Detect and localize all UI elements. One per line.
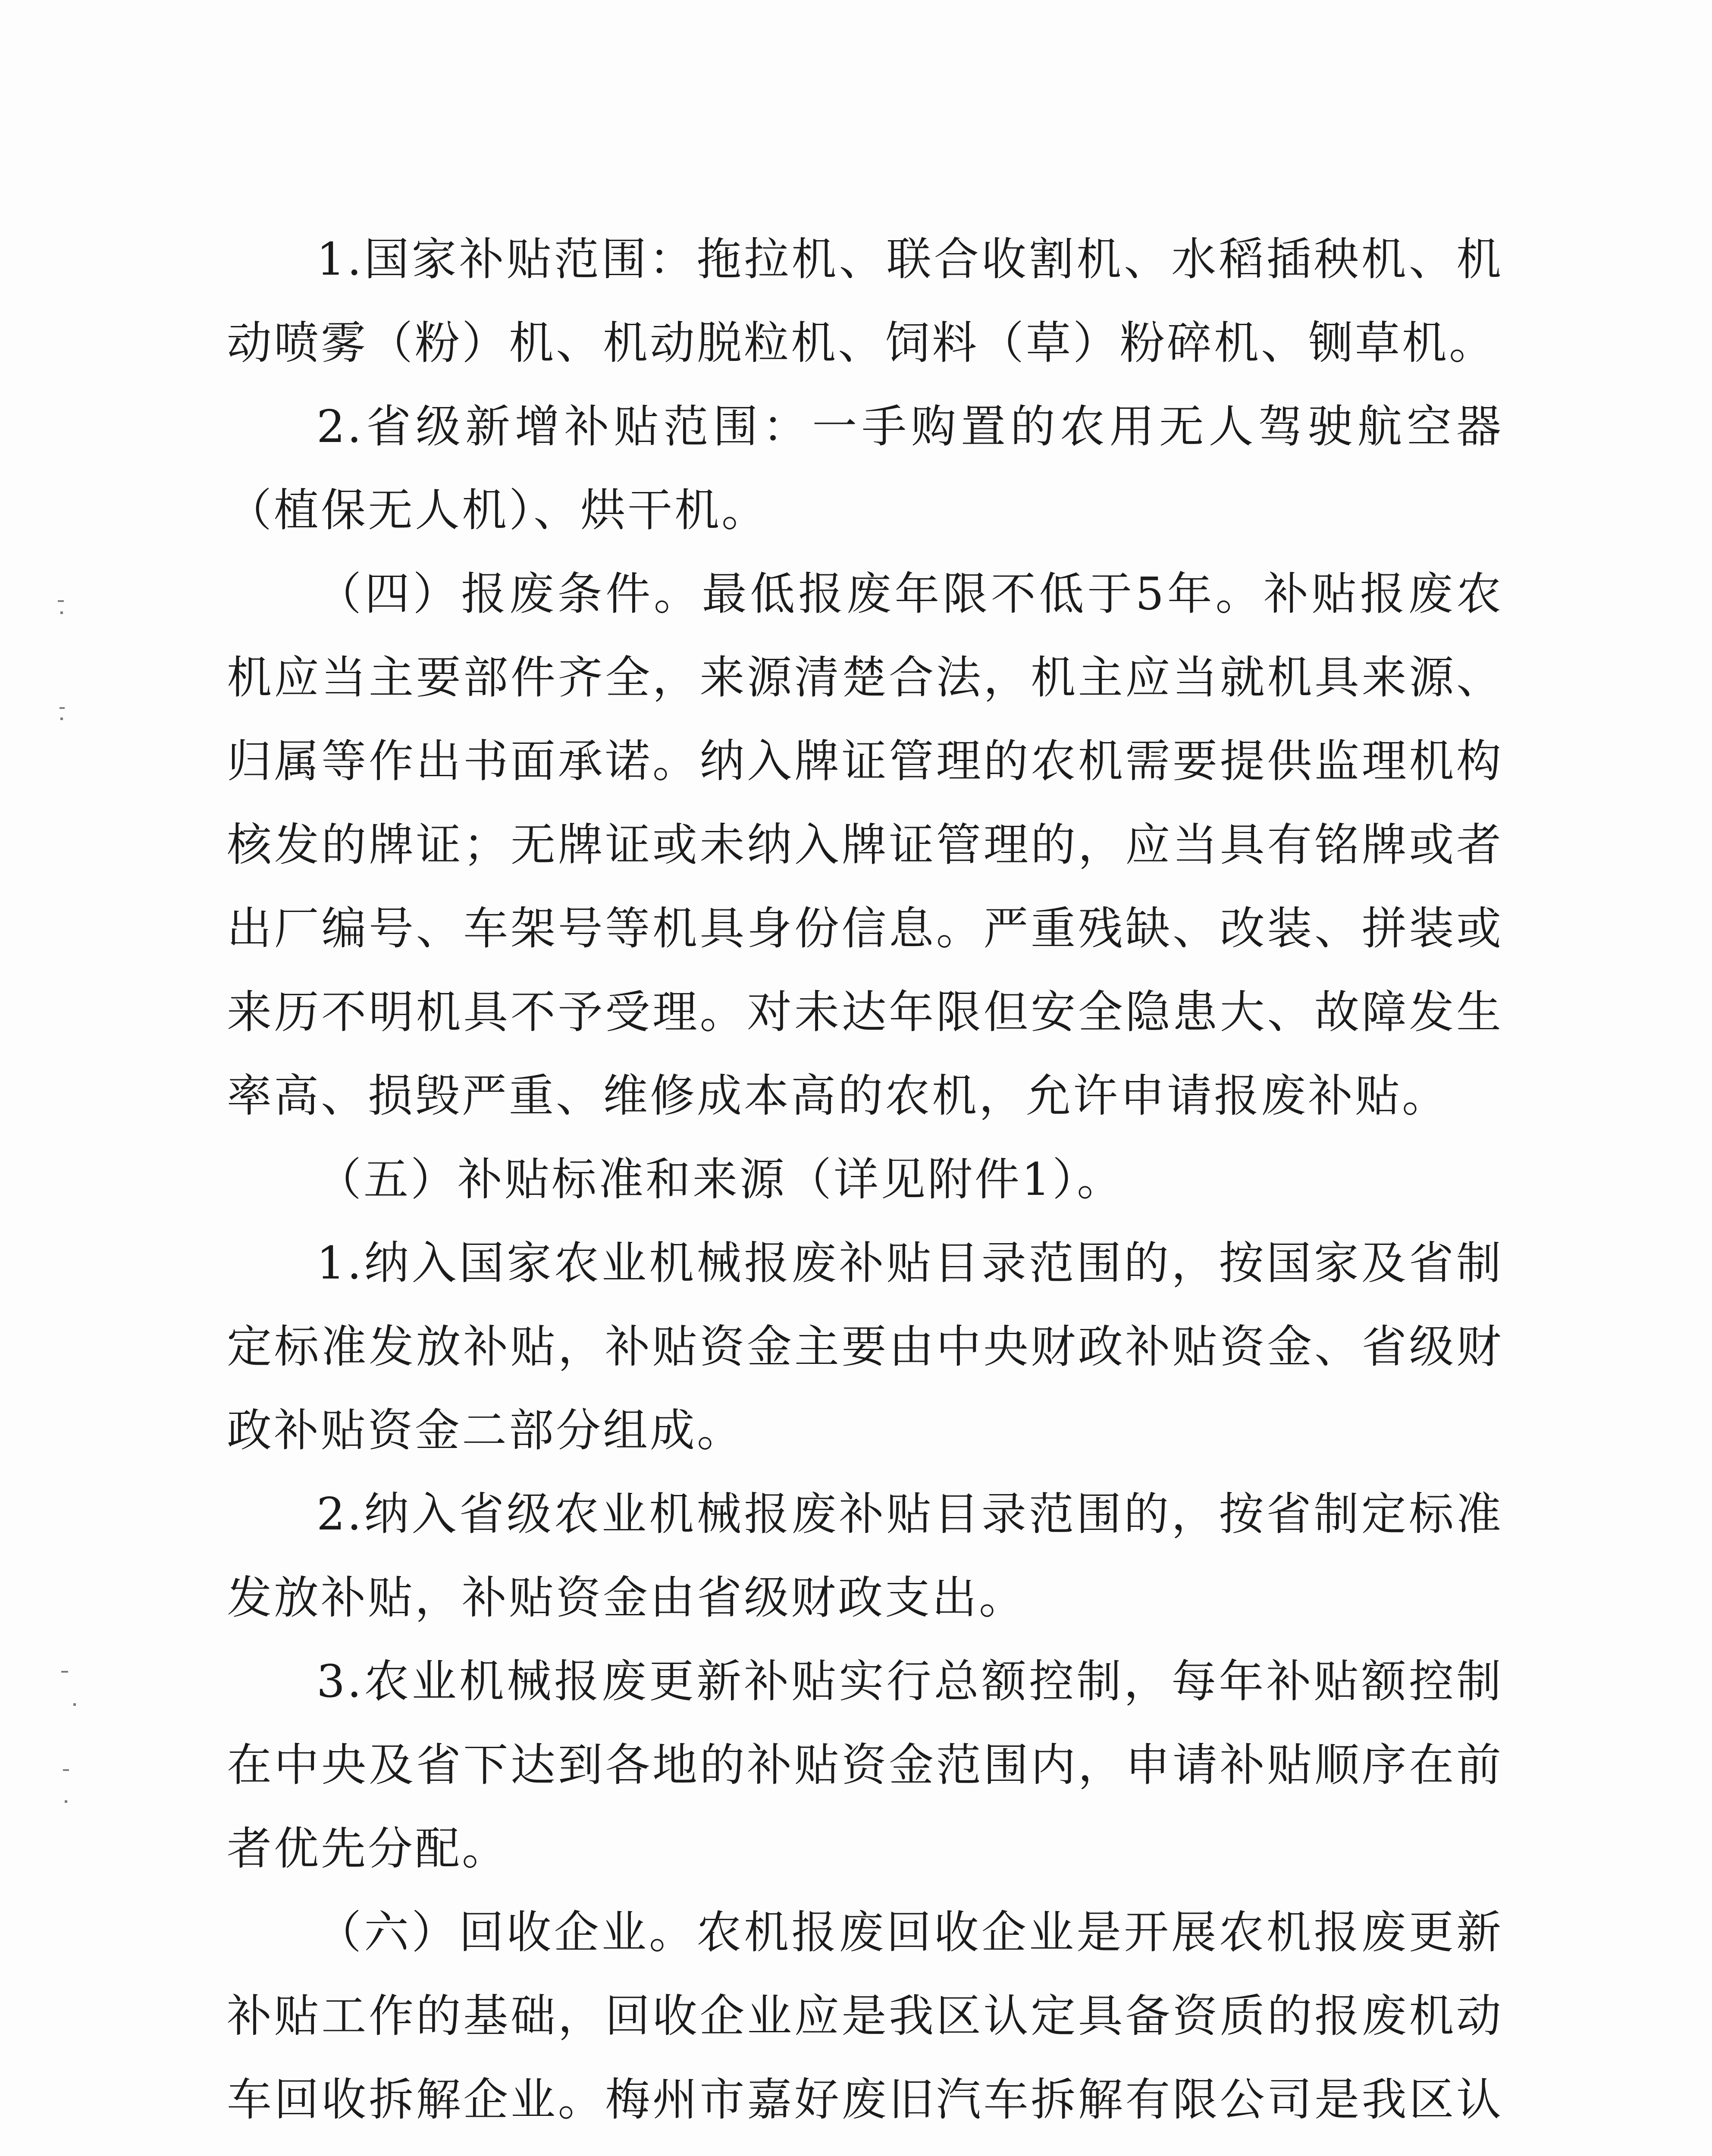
paragraph: 1.纳入国家农业机械报废补贴目录范围的，按国家及省制定标准发放补贴，补贴资金主要由中央财政补贴资金、省级财政补贴资金二部分组成。 [227,1237,1503,1457]
paragraph: （四）报废条件。最低报废年限不低于5年。补贴报废农机应当主要部件齐全，来源清楚合法，机主应当就机具来源、归属等作出书面承诺。纳入牌证管理的农机需要提供监理机构核发的牌证；无牌证或未纳入牌证管理的，应当具有铭牌或者出厂编号、车架号等机具身份信息。严重残缺、改装、拼装或来历不明机具不予受理。对未达年限但安全隐患大、故障发生率高、损毁严重、维修成本高的农机，允许申请报废补贴。 [227,567,1503,1122]
paragraph: 2.纳入省级农业机械报废补贴目录范围的，按省制定标准发放补贴，补贴资金由省级财政支出。 [227,1488,1503,1624]
paragraph: （五）补贴标准和来源（详见附件1）。 [317,1153,1124,1206]
paragraph: 3.农业机械报废更新补贴实行总额控制，每年补贴额控制在中央及省下达到各地的补贴资金范围内，申请补贴顺序在前者优先分配。 [227,1655,1503,1875]
scan-mark [63,1769,69,1771]
document-body [227,217,1503,2156]
paragraph: 1.国家补贴范围：拖拉机、联合收割机、水稻插秧机、机动喷雾（粉）机、机动脱粒机、饲料（草）粉碎机、铡草机。 [227,233,1503,369]
scan-mark [65,1800,67,1803]
scan-mark [58,600,64,602]
scan-mark [60,718,63,720]
scan-mark [60,611,63,614]
scan-mark [61,1671,68,1673]
scan-mark [60,707,65,709]
scan-mark [73,1703,76,1706]
paragraph: 2.省级新增补贴范围：一手购置的农用无人驾驶航空器（植保无人机）、烘干机。 [227,400,1503,536]
paragraph: （六）回收企业。农机报废回收企业是开展农机报废更新补贴工作的基础，回收企业应是我区认定具备资质的报废机动车回收拆解企业。梅州市嘉好废旧汽车拆解有限公司是我区认 [227,1906,1503,2126]
